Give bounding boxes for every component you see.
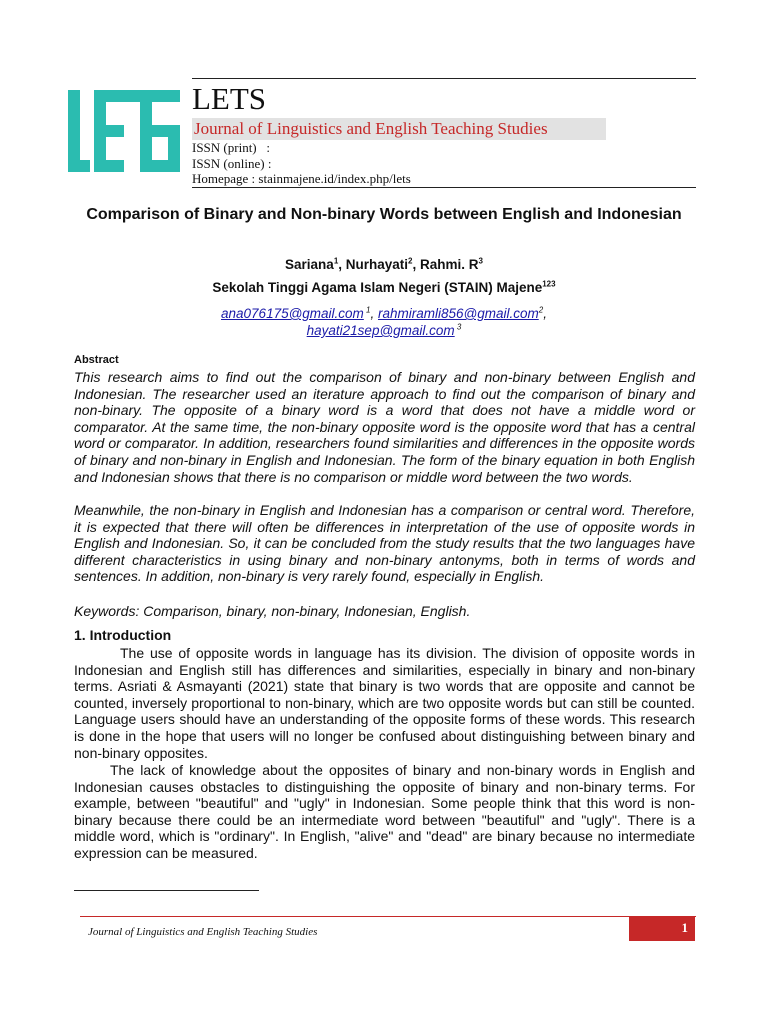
page-number: 1 [681,920,688,935]
body-paragraph: The lack of knowledge about the opposites of binary and non-binary words in English and Indonesian causes obstacles to distinguishing the opposite of binary and non-binary terms. For example, between "beautiful" and "ugly" in Indonesian. Some people think that this word is non-binary because there could be an intermediate word between "beautiful" and "ugly". There is a middle word, which is "ordinary". In English, "alive" and "dead" are binary because no intermediate expression can be measured. [74,762,695,861]
email-link[interactable]: hayati21sep@gmail.com [306,323,455,338]
email-separator: , [543,306,547,321]
author-affiliation-mark: 1 [333,256,339,266]
abstract-paragraph: This research aims to find out the comparison of binary and non-binary between English and Indonesian. The researcher used an iterature approach to find out the comparison of binary and non-binary. The opposite of a binary word is a word that does not have a middle word or comparator. At the same time, the non-binary opposite word is the opposite word that has a central word or comparator. In addition, researchers found similarities and differences in the opposite words of binary and non-binary in English and Indonesian. The form of the binary equation in both English and Indonesian shows that there is no comparison or middle word between the two words. [74,369,695,485]
footnote-rule [74,890,259,891]
section-heading: 1. Introduction [74,627,172,643]
email-mark: 2 [538,305,544,315]
page-number-box [629,917,695,941]
keywords: Keywords: Comparison, binary, non-binary, Indonesian, English. [74,603,471,619]
email-mark: 1 [363,305,371,315]
author-name: , Rahmi. R [412,257,479,272]
journal-title-band [192,118,606,140]
header-top-rule [192,78,696,79]
lets-logo [68,90,180,172]
email-separator: , [370,306,378,321]
author-list [80,256,688,273]
author-affiliation-mark: 2 [408,256,413,266]
affiliation-name: Sekolah Tinggi Agama Islam Negeri (STAIN) Majene [212,280,543,295]
email-mark: 3 [454,322,462,332]
homepage: Homepage : stainmajene.id/index.php/lets [192,171,411,186]
author-name: , Nurhayati [338,257,409,272]
issn-print: ISSN (print) : [192,140,270,155]
paper-title: Comparison of Binary and Non-binary Words between English and Indonesian [86,206,682,223]
footer-rule [80,916,696,917]
body-paragraph: The use of opposite words in language has its division. The division of opposite words in Indonesian and English still has differences and similarities, especially in binary and non-binary terms. Asriati & Asmayanti (2021) state that binary is two words that are opposite and cannot be counted, inversely proportional to non-binary, which are two opposite words but can still be counted. Language users should have an understanding of the opposite forms of these words. This research is done in the hope that users will no longer be confused about distinguishing between binary and non-binary opposites. [74,645,695,761]
author-affiliation-mark: 3 [478,256,483,266]
abstract-paragraph: Meanwhile, the non-binary in English and Indonesian has a comparison or central word. Therefore, it is expected that there will often be differences in interpretation of the use of opposite words in English and Indonesian. So, it can be concluded from the study results that the two languages have different characteristics in using binary and non-binary antonyms, both in terms of words and sentences. In addition, non-binary is very rarely found, especially in English. [74,502,695,585]
affiliation [80,279,688,296]
email-list [80,305,688,339]
journal-full-title: Journal of Linguistics and English Teaching Studies [194,119,548,138]
footer-journal-name: Journal of Linguistics and English Teaching Studies [88,926,318,938]
header-bottom-rule [192,187,696,188]
abstract-label: Abstract [74,354,119,366]
issn-online: ISSN (online) : [192,156,272,171]
journal-short-title: LETS [192,81,267,116]
email-link[interactable]: rahmiramli856@gmail.com [378,306,539,321]
email-link[interactable]: ana076175@gmail.com [221,306,364,321]
affiliation-mark: 123 [542,279,556,289]
author-name: Sariana [285,257,334,272]
